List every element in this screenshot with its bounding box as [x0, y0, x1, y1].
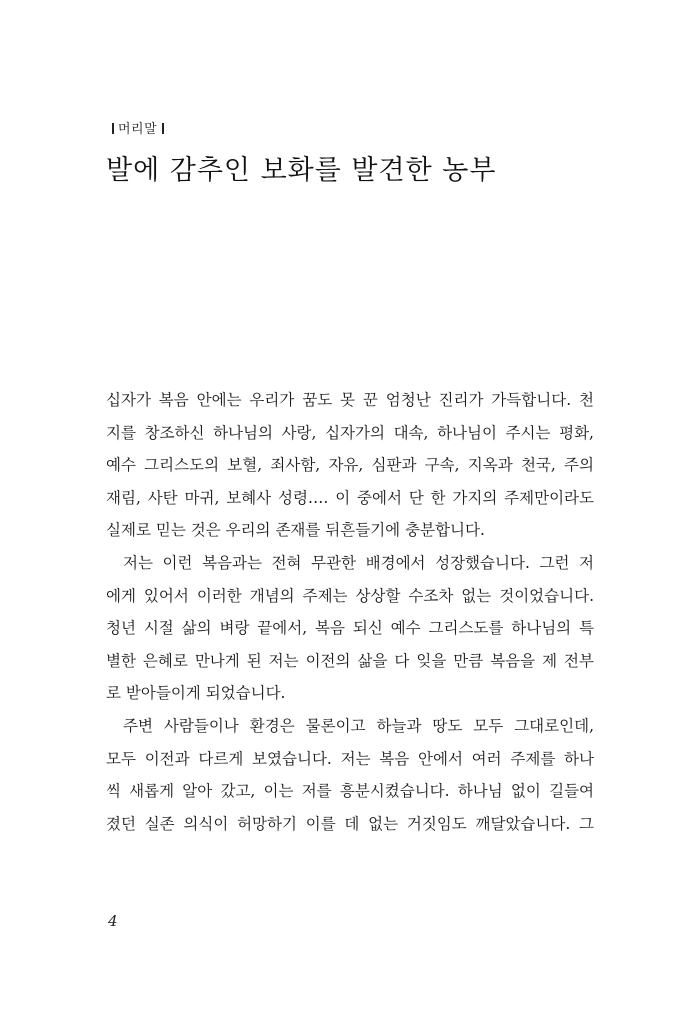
body-line: 졌던 실존 의식이 허망하기 이를 데 없는 거짓임도 깨달았습니다. 그: [106, 814, 594, 833]
body-line: 씩 새롭게 알아 갔고, 이는 저를 흥분시켰습니다. 하나님 없이 길들여: [106, 782, 594, 801]
body-line: 예수 그리스도의 보혈, 죄사함, 자유, 심판과 구속, 지옥과 천국, 주의: [106, 456, 594, 475]
body-line: 별한 은혜로 만나게 된 저는 이전의 삶을 다 잊을 만큼 복음을 제 전부: [106, 651, 594, 670]
section-label-bar-left: [112, 123, 114, 134]
body-line: 십자가 복음 안에는 우리가 꿈도 못 꾼 엄청난 진리가 가득합니다. 천: [106, 391, 594, 409]
body-line: 에게 있어서 이러한 개념의 주제는 상상할 수조차 없는 것이었습니다.: [106, 586, 594, 605]
section-label-text: 머리말: [118, 122, 158, 137]
body-line: 재림, 사탄 마귀, 보혜사 성령…. 이 중에서 단 한 가지의 주제만이라도: [106, 488, 594, 507]
body-line: 모두 이전과 다르게 보였습니다. 저는 복음 안에서 여러 주제를 하나: [106, 749, 594, 768]
body-line: 저는 이런 복음과는 전혀 무관한 배경에서 성장했습니다. 그런 저: [123, 553, 594, 572]
body-text: [106, 384, 594, 840]
body-line: 주변 사람들이나 환경은 물론이고 하늘과 땅도 모두 그대로인데,: [123, 716, 594, 735]
body-line: 로 받아들이게 되었습니다.: [106, 684, 286, 703]
body-line: 지를 창조하신 하나님의 사랑, 십자가의 대속, 하나님이 주시는 평화,: [106, 423, 594, 442]
body-line: 청년 시절 삶의 벼랑 끝에서, 복음 되신 예수 그리스도를 하나님의 특: [106, 619, 594, 638]
page-number: 4: [108, 912, 118, 930]
section-label-bar-right: [162, 123, 164, 134]
body-line: 실제로 믿는 것은 우리의 존재를 뒤흔들기에 충분합니다.: [106, 521, 485, 540]
chapter-title: 발에 감추인 보화를 발견한 농부: [106, 155, 497, 186]
section-label: [108, 118, 168, 137]
